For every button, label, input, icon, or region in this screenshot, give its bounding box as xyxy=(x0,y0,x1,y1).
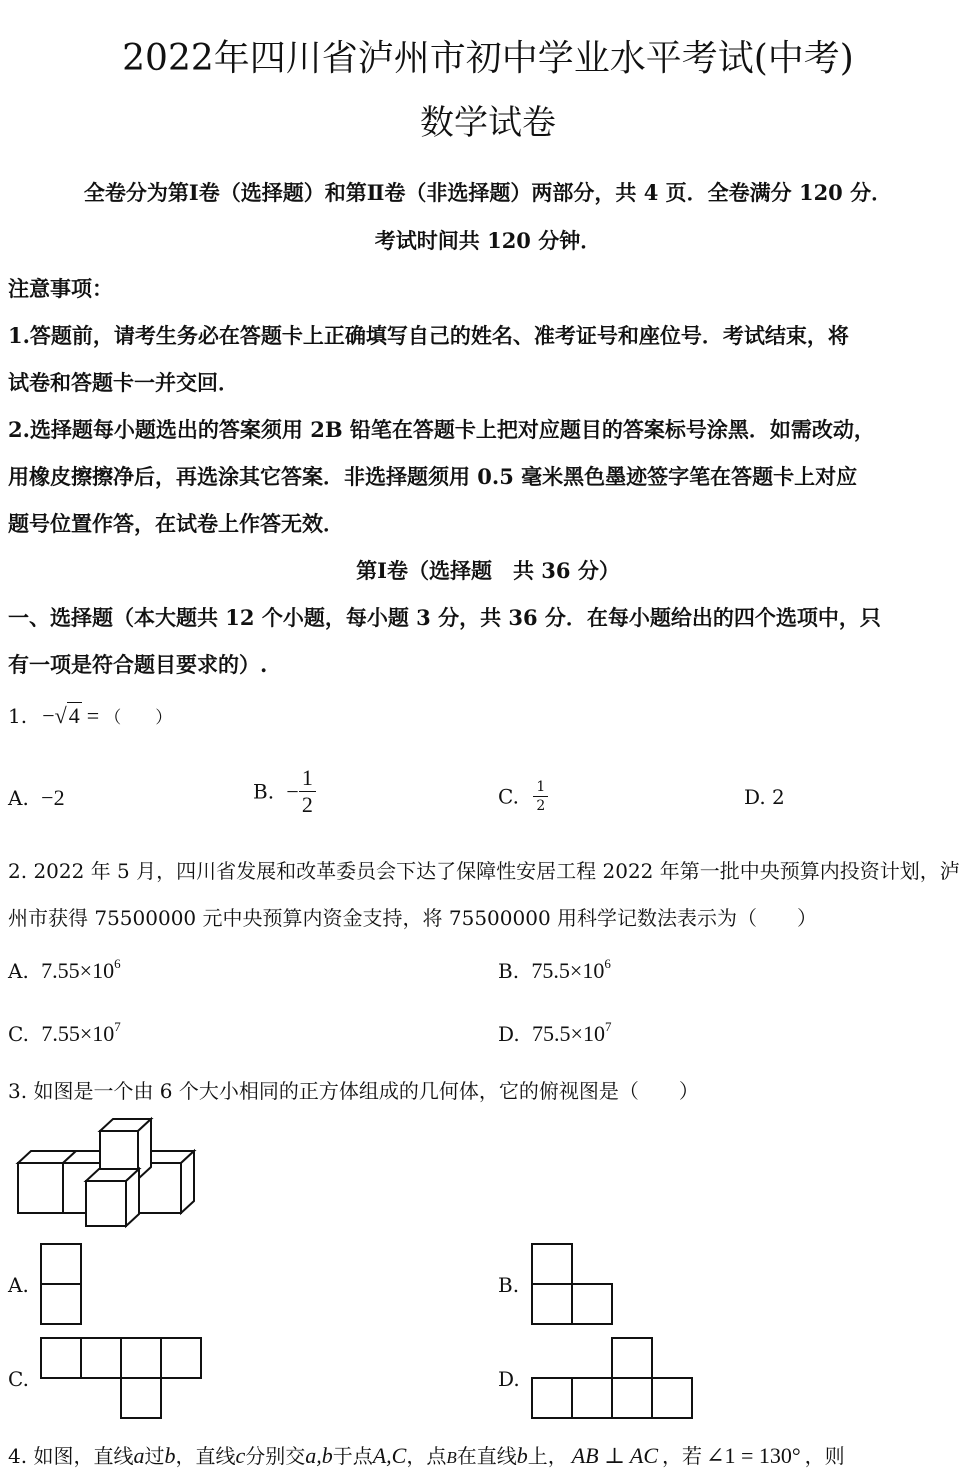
cube-front-face xyxy=(18,1163,63,1213)
square xyxy=(532,1244,572,1284)
square xyxy=(121,1378,161,1418)
page-subtitle: 数学试卷 xyxy=(420,103,556,143)
q2-option-a xyxy=(8,958,121,984)
q1-option-a xyxy=(8,785,65,811)
q3-option-b-figure xyxy=(531,1243,613,1325)
q2-option-a-label: A. xyxy=(8,959,29,983)
q2-option-c-value: $7.55\times 10^7$ xyxy=(41,1019,121,1046)
square xyxy=(532,1284,572,1324)
q3-option-a-label: A. xyxy=(8,1273,29,1297)
q2-option-c xyxy=(8,1021,121,1047)
notice-item2-line1: 2.选择题每小题选出的答案须用 2B 铅笔在答题卡上把对应题目的答案标号涂黑．如需改动， xyxy=(8,417,875,442)
q3-option-c-label: C. xyxy=(8,1367,29,1391)
q2-option-d-label: D. xyxy=(498,1022,520,1046)
q1-option-c-fraction: $\frac{1}{2}$ xyxy=(533,780,548,813)
q1-equals: = xyxy=(86,703,100,728)
q1-option-b-label: B. xyxy=(253,779,275,804)
q1-stem xyxy=(8,703,172,729)
square xyxy=(572,1284,612,1324)
q2-option-b xyxy=(498,958,611,984)
notice-heading: 注意事项： xyxy=(8,276,113,301)
square xyxy=(41,1244,81,1284)
q1-option-a-label: A. xyxy=(8,786,29,810)
q2-stem-line1: 2. 2022 年 5 月，四川省发展和改革委员会下达了保障性安居工程 2022 年第一批中央预算内投资计划，泸 xyxy=(8,859,960,883)
section-instruction-line1: 一、选择题（本大题共 12 个小题，每小题 3 分，共 36 分．在每小题给出的四个选项中，只 xyxy=(8,605,881,630)
q2-option-a-value: $7.55\times 10^6$ xyxy=(41,956,121,983)
intro-line-1: 全卷分为第Ⅰ卷（选择题）和第Ⅱ卷（非选择题）两部分，共 4 页．全卷满分 120 分． xyxy=(83,180,893,205)
q1-option-c xyxy=(498,780,548,813)
notice-item2-line3: 题号位置作答，在试卷上作答无效． xyxy=(8,511,344,536)
q3-option-d-figure xyxy=(531,1337,693,1419)
q1-radicand: 4 xyxy=(68,703,80,728)
q1-option-b-fraction: $\frac{1}{2}$ xyxy=(299,767,316,816)
square xyxy=(612,1378,652,1418)
notice-item1-line1: 1.答题前，请考生务必在答题卡上正确填写自己的姓名、准考证号和座位号．考试结束，将 xyxy=(8,323,849,348)
q1-answer-paren: （ ） xyxy=(104,708,173,728)
square xyxy=(612,1338,652,1378)
intro-line-2: 考试时间共 120 分钟． xyxy=(374,228,602,253)
notice-item2-line2: 用橡皮擦擦净后，再选涂其它答案．非选择题须用 0.5 毫米黑色墨迹签字笔在答题卡上对应 xyxy=(8,464,858,489)
square xyxy=(121,1338,161,1378)
sqrt-icon: √ xyxy=(54,703,67,728)
square xyxy=(41,1338,81,1378)
q3-option-d-label: D. xyxy=(498,1367,520,1391)
q3-stem: 3. 如图是一个由 6 个大小相同的正方体组成的几何体，它的俯视图是（ ） xyxy=(8,1079,699,1103)
q2-option-b-label: B. xyxy=(498,959,520,983)
section-title: 第Ⅰ卷（选择题 共 36 分） xyxy=(356,558,620,583)
cube-front-face xyxy=(86,1181,126,1226)
square xyxy=(161,1338,201,1378)
q1-minus: − xyxy=(42,703,55,728)
q2-stem-line2: 州市获得 75500000 元中央预算内资金支持，将 75500000 用科学记数法表示为（ ） xyxy=(8,906,818,930)
q2-option-c-label: C. xyxy=(8,1022,29,1046)
cube-side-face xyxy=(181,1151,194,1213)
square xyxy=(41,1284,81,1324)
q1-option-b xyxy=(253,767,316,816)
q1-option-a-value: −2 xyxy=(41,785,65,810)
square xyxy=(81,1338,121,1378)
q3-option-b-label: B. xyxy=(498,1273,520,1297)
page-title: 2022年四川省泸州市初中学业水平考试(中考) xyxy=(122,38,854,79)
square xyxy=(532,1378,572,1418)
section-instruction-line2: 有一项是符合题目要求的）. xyxy=(8,652,268,677)
q3-option-c-figure xyxy=(40,1337,202,1419)
q2-option-d xyxy=(498,1021,611,1047)
q1-option-d: D. 2 xyxy=(744,785,785,809)
q4-stem: 4. 如图，直线a过b，直线c分别交a,b于点A,C，点B在直线b上， AB ⊥ AC ，若 ∠1 = 130° ，则 xyxy=(8,1443,845,1468)
cube-solid-figure xyxy=(8,1118,193,1230)
q1-option-c-label: C. xyxy=(498,784,519,809)
q1-number: 1. xyxy=(8,704,28,728)
q2-option-d-value: $75.5\times 10^7$ xyxy=(532,1019,612,1046)
q3-option-a-figure xyxy=(40,1243,82,1325)
q1-option-b-sign: − xyxy=(286,778,299,804)
square xyxy=(652,1378,692,1418)
notice-item1-line2: 试卷和答题卡一并交回． xyxy=(8,370,239,395)
q2-option-b-value: $75.5\times 10^6$ xyxy=(531,956,611,983)
square xyxy=(572,1378,612,1418)
